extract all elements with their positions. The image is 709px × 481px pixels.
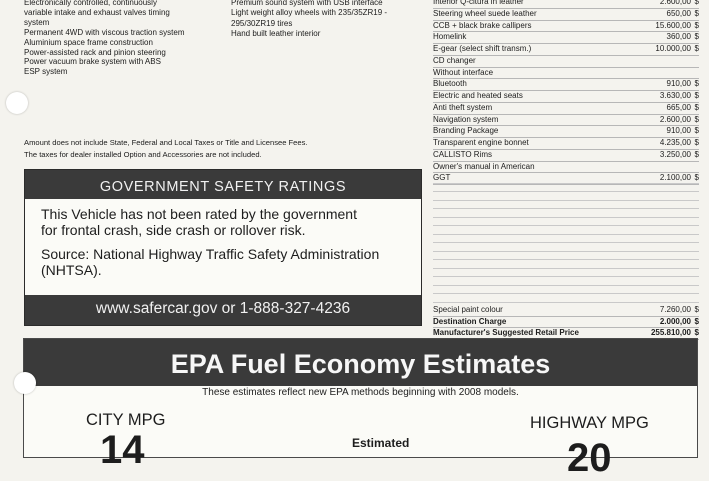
price-row <box>433 103 699 115</box>
equipment-line: ESP system <box>24 67 68 77</box>
safety-ratings-text <box>41 207 379 278</box>
item-price: 650,00 <box>666 8 691 18</box>
blank-line <box>433 192 699 201</box>
price-row <box>433 126 699 138</box>
currency-symbol: $ <box>694 102 699 112</box>
rating-line: for frontal crash, side crash or rollover risk. <box>41 221 306 238</box>
blank-line <box>433 201 699 210</box>
equipment-line: Aluminium space frame construction <box>24 37 153 47</box>
safercar-contact: www.safercar.gov or 1-888-327-4236 <box>25 295 421 325</box>
price-row <box>433 150 699 162</box>
item-name: Interior Q-citura in leather <box>433 0 524 6</box>
equipment-line: Permanent 4WD with viscous traction system <box>24 27 185 37</box>
price-row <box>433 317 699 329</box>
city-mpg-label: CITY MPG <box>86 411 166 429</box>
item-name: Transparent engine bonnet <box>433 138 529 147</box>
item-price: 4.235,00 <box>659 138 691 147</box>
currency-symbol: $ <box>694 114 699 124</box>
item-name: Homelink <box>433 32 467 42</box>
blank-line <box>433 260 699 269</box>
highway-mpg-label: HIGHWAY MPG <box>530 414 649 432</box>
item-price: 3.630,00 <box>659 91 691 100</box>
item-name: Branding Package <box>433 126 499 136</box>
price-totals <box>433 305 699 340</box>
price-row <box>433 21 699 33</box>
item-name: E-gear (select shift transm.) <box>433 44 532 53</box>
price-row <box>433 56 699 68</box>
safety-ratings-title: GOVERNMENT SAFETY RATINGS <box>25 170 421 199</box>
currency-symbol: $ <box>694 20 699 30</box>
item-price: 910,00 <box>666 126 691 136</box>
currency-symbol: $ <box>694 32 699 42</box>
epa-title: EPA Fuel Economy Estimates <box>24 339 697 386</box>
price-row <box>433 68 699 80</box>
blank-line <box>433 235 699 244</box>
item-name: Destination Charge <box>433 316 507 326</box>
item-name: Bluetooth <box>433 79 467 89</box>
currency-symbol: $ <box>694 91 699 100</box>
currency-symbol: $ <box>694 79 699 89</box>
item-price: 910,00 <box>666 79 691 89</box>
punch-hole-bottom <box>14 372 36 394</box>
item-price: 360,00 <box>666 32 691 42</box>
item-price: 665,00 <box>666 102 691 112</box>
price-row <box>433 44 699 56</box>
standard-equipment-list <box>24 0 185 77</box>
price-row <box>433 138 699 150</box>
highway-mpg-value: 20 <box>567 436 612 480</box>
item-price: 2.000,00 <box>659 316 691 326</box>
equipment-line: variable intake and exhaust valves timing <box>24 7 170 17</box>
item-name: Owner's manual in American <box>433 161 535 171</box>
item-name: Manufacturer's Suggested Retail Price <box>433 328 579 337</box>
item-name: CALLISTO Rims <box>433 149 492 159</box>
blank-line <box>433 286 699 295</box>
disclaimer-line: Amount does not include State, Federal and Local Taxes or Title and Licensee Fees. <box>24 138 308 147</box>
item-name: CD changer <box>433 55 476 65</box>
equipment-line: 295/30ZR19 tires <box>231 18 293 28</box>
item-price: 10.000,00 <box>655 44 691 53</box>
item-price: 15.600,00 <box>655 20 691 30</box>
blank-line <box>433 226 699 235</box>
price-row <box>433 9 699 21</box>
standard-features-list <box>231 0 387 40</box>
blank-line <box>433 209 699 218</box>
currency-symbol: $ <box>694 316 699 326</box>
currency-symbol: $ <box>694 149 699 159</box>
government-safety-ratings-box <box>24 169 422 326</box>
item-name: Steering wheel suede leather <box>433 8 537 18</box>
tax-disclaimer <box>24 137 308 160</box>
punch-hole-top <box>6 92 28 114</box>
currency-symbol: $ <box>694 328 699 337</box>
source-line: (NHTSA). <box>41 261 102 278</box>
city-mpg-value: 14 <box>100 428 145 472</box>
blank-line <box>433 252 699 261</box>
equipment-line: Premium sound system with USB interface <box>231 0 383 7</box>
equipment-line: Power vacuum brake system with ABS <box>24 57 161 67</box>
price-row <box>433 0 699 9</box>
equipment-line: system <box>24 17 50 27</box>
item-name: CCB + black brake callipers <box>433 20 532 30</box>
currency-symbol: $ <box>694 138 699 147</box>
equipment-line: Hand built leather interior <box>231 29 321 39</box>
currency-symbol: $ <box>694 8 699 18</box>
source-line: Source: National Highway Traffic Safety Administration <box>41 246 380 262</box>
item-name: Without interface <box>433 67 494 77</box>
price-row <box>433 162 699 174</box>
estimated-label: Estimated <box>352 436 410 450</box>
equipment-line: Light weight alloy wheels with 235/35ZR19 - <box>231 8 388 18</box>
price-row <box>433 79 699 91</box>
blank-line <box>433 184 699 193</box>
item-name: GGT <box>433 173 451 183</box>
currency-symbol: $ <box>694 305 699 314</box>
equipment-line: Electronically controlled, continuously <box>24 0 157 7</box>
equipment-line: Power-assisted rack and pinion steering <box>24 47 166 57</box>
disclaimer-line: The taxes for dealer installed Option and Accessories are not included. <box>24 149 262 159</box>
blank-line <box>433 175 699 184</box>
epa-subtitle: These estimates reflect new EPA methods beginning with 2008 models. <box>202 387 519 398</box>
blank-line <box>433 243 699 252</box>
rating-line: This Vehicle has not been rated by the government <box>41 206 357 222</box>
currency-symbol: $ <box>694 44 699 53</box>
blank-line <box>433 277 699 286</box>
item-price: 3.250,00 <box>659 149 691 159</box>
item-price: 2.600,00 <box>659 114 691 124</box>
price-row <box>433 91 699 103</box>
item-name: Electric and heated seats <box>433 91 523 100</box>
item-name: Anti theft system <box>433 102 493 112</box>
item-price: 2.600,00 <box>659 0 691 6</box>
item-price: 2.100,00 <box>659 173 691 183</box>
currency-symbol: $ <box>694 0 699 6</box>
blank-line <box>433 218 699 227</box>
item-name: Special paint colour <box>433 305 503 314</box>
item-name: Navigation system <box>433 114 499 124</box>
item-price: 255.810,00 <box>650 328 691 337</box>
price-row <box>433 32 699 44</box>
blank-line <box>433 269 699 278</box>
price-row <box>433 305 699 317</box>
blank-line <box>433 294 699 303</box>
options-price-list <box>433 0 699 185</box>
item-price: 7.260,00 <box>659 305 691 314</box>
currency-symbol: $ <box>694 173 699 183</box>
blank-ruled-lines <box>433 175 699 303</box>
currency-symbol: $ <box>694 126 699 136</box>
price-row <box>433 115 699 127</box>
